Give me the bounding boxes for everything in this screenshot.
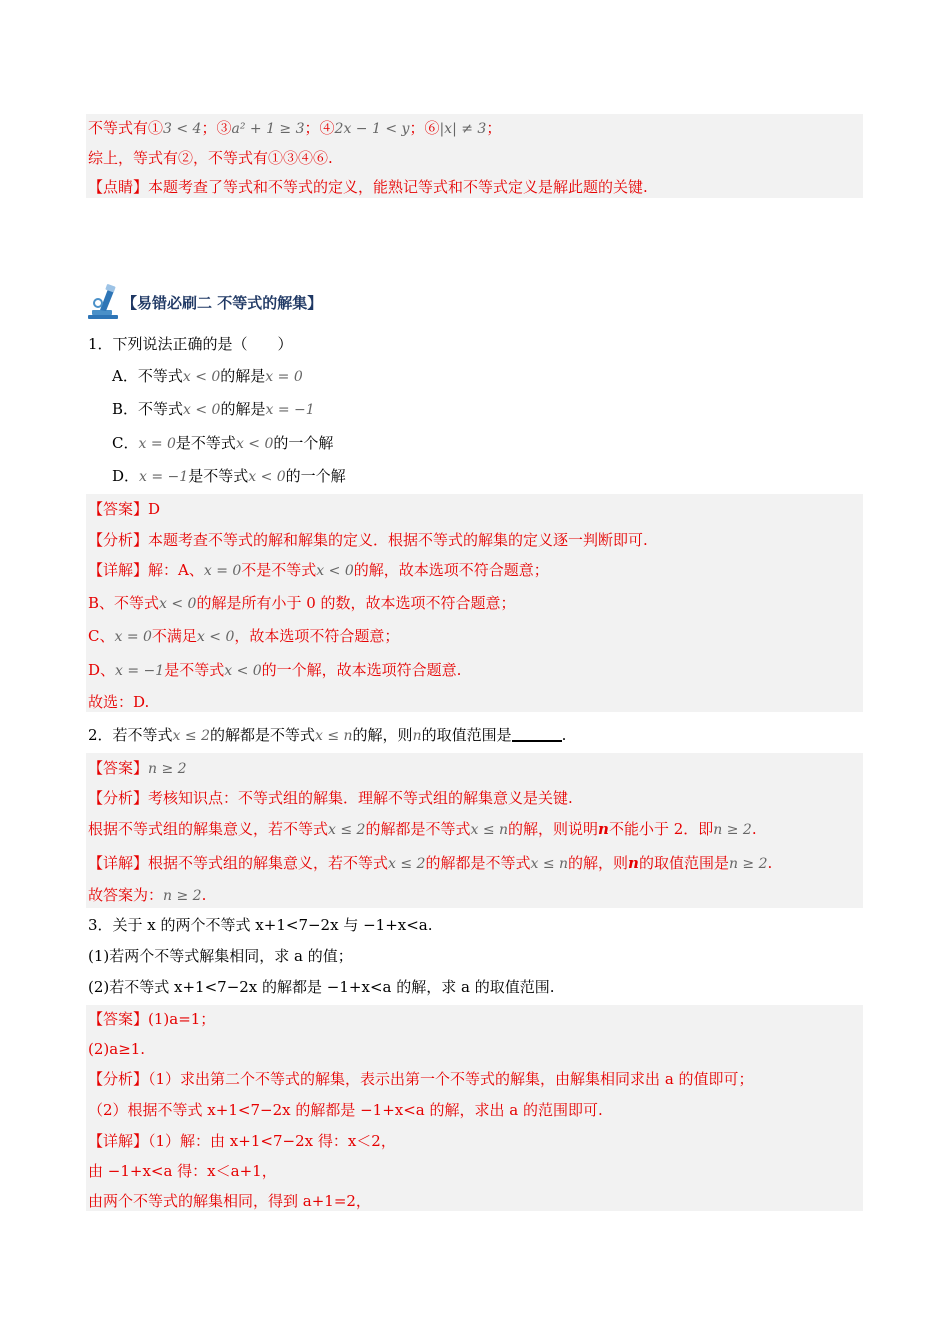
math: x ≤ 2 [328, 822, 366, 838]
text: ； [486, 119, 502, 137]
q2-analysis: 【分析】考核知识点：不等式组的解集．理解不等式组的解集意义是关键. [88, 789, 573, 807]
q2-detail [88, 852, 772, 874]
text: D． [112, 467, 140, 485]
text: 是不等式 [188, 467, 249, 485]
text: . [767, 854, 773, 872]
math: x ≤ n [470, 822, 509, 838]
math: x ≤ 2 [388, 856, 426, 872]
text: D、 [88, 661, 116, 679]
text: ；③ [201, 119, 232, 137]
text: B．不等式 [112, 400, 184, 418]
math: x < 0 [316, 563, 354, 579]
text: 不满足 [151, 627, 197, 645]
answer-blank [512, 726, 562, 742]
math: 2x − 1 < y [334, 121, 410, 137]
text: C． [112, 434, 139, 452]
math: x = 0 [114, 629, 152, 645]
text: 故答案为： [88, 886, 164, 904]
text: ；④ [304, 119, 335, 137]
text: 的解，故本选项不符合题意； [353, 561, 549, 579]
math: n [412, 728, 422, 744]
text: 【详解】解：A、 [88, 561, 204, 579]
text: 的解都是不等式 [365, 820, 471, 838]
q3-detail-1: 【详解】（1）解：由 x+1<7−2x 得：x＜2， [88, 1132, 396, 1150]
math: x = 0 [203, 563, 242, 579]
q2-stem [88, 724, 566, 746]
text: . [201, 886, 207, 904]
text: 的解是 [220, 400, 266, 418]
text: 不等式有① [88, 119, 164, 137]
q3-detail-2: 由 −1+x<a 得：x＜a+1， [88, 1162, 277, 1180]
top-line-1 [88, 117, 501, 139]
text: 【答案】 [88, 759, 149, 777]
q3-answer-1: 【答案】(1)a=1； [88, 1010, 216, 1028]
text: 2．若不等式 [88, 726, 173, 744]
top-line-2: 综上，等式有②，不等式有①③④⑥. [88, 149, 333, 167]
text: 根据不等式组的解集意义，若不等式 [88, 820, 329, 838]
math: n ≥ 2 [148, 761, 187, 777]
text: A．不等式 [112, 367, 183, 385]
math: x < 0 [196, 629, 235, 645]
math: x < 0 [224, 663, 262, 679]
q1-detail-2 [88, 592, 516, 614]
text: 不能小于 2．即 [608, 820, 714, 838]
math: x < 0 [182, 369, 221, 385]
q2-final [88, 884, 206, 906]
math: 3 < 4 [163, 121, 202, 137]
q3-analysis-2: （2）根据不等式 x+1<7−2x 的解都是 −1+x<a 的解，求出 a 的范围即可. [88, 1101, 603, 1119]
text: . [751, 820, 757, 838]
q1-option-c [112, 432, 333, 454]
math: n ≥ 2 [163, 888, 202, 904]
text: 的解都是不等式 [209, 726, 315, 744]
q1-detail-4 [88, 659, 461, 681]
text: 是不等式 [175, 434, 236, 452]
text: B、不等式 [88, 594, 160, 612]
text: C、 [88, 627, 115, 645]
text: ，故本选项不符合题意； [234, 627, 400, 645]
microscope-icon [86, 283, 122, 321]
q1-option-a [112, 365, 303, 387]
q3-part-1: (1)若两个不等式解集相同，求 a 的值； [88, 947, 353, 965]
math: a² + 1 ≥ 3 [231, 121, 305, 137]
dianjing-note: 【点睛】本题考查了等式和不等式的定义，能熟记等式和不等式定义是解此题的关键. [88, 178, 648, 196]
q2-analysis-2 [88, 818, 757, 840]
math: n [598, 820, 609, 838]
q2-answer [88, 757, 187, 779]
text: 的解是 [220, 367, 266, 385]
text: 的解，则 [352, 726, 413, 744]
math: x < 0 [159, 596, 197, 612]
math: x = −1 [265, 402, 315, 418]
math: x < 0 [235, 436, 274, 452]
math: x ≤ 2 [172, 728, 210, 744]
q3-stem: 3．关于 x 的两个不等式 x+1<7−2x 与 −1+x<a. [88, 916, 433, 934]
text: 的一个解 [273, 434, 334, 452]
math: x = −1 [139, 469, 189, 485]
math: x ≤ n [530, 856, 569, 872]
text: ；⑥ [409, 119, 440, 137]
text: 的解，则 [568, 854, 629, 872]
q3-part-2: (2)若不等式 x+1<7−2x 的解都是 −1+x<a 的解，求 a 的取值范围. [88, 978, 555, 996]
math: n ≥ 2 [713, 822, 752, 838]
q3-analysis-1: 【分析】（1）求出第二个不等式的解集，表示出第一个不等式的解集，由解集相同求出 a 的值即可； [88, 1070, 754, 1088]
q1-answer: 【答案】D [88, 500, 161, 518]
text: 的一个解，故本选项符合题意. [261, 661, 462, 679]
text: 的解是所有小于 0 的数，故本选项不符合题意； [196, 594, 516, 612]
q1-choose: 故选：D. [88, 693, 150, 711]
q1-option-d [112, 465, 346, 487]
text: 的取值范围是 [421, 726, 512, 744]
math: x < 0 [183, 402, 221, 418]
q1-stem: 1．下列说法正确的是（ ） [88, 335, 293, 353]
math: x = 0 [138, 436, 176, 452]
text: 【详解】根据不等式组的解集意义，若不等式 [88, 854, 389, 872]
text: 的解，则说明 [508, 820, 599, 838]
text: 是不等式 [164, 661, 225, 679]
q1-detail-1 [88, 559, 549, 581]
math: n [628, 854, 639, 872]
q3-answer-2: (2)a≥1. [88, 1040, 146, 1058]
text: 的解都是不等式 [425, 854, 531, 872]
math: x = 0 [265, 369, 303, 385]
math: x ≤ n [315, 728, 353, 744]
q1-option-b [112, 398, 315, 420]
text: . [561, 726, 567, 744]
math: x < 0 [248, 469, 286, 485]
text: 不是不等式 [241, 561, 317, 579]
math: x = −1 [115, 663, 165, 679]
math: n ≥ 2 [728, 856, 768, 872]
q3-detail-3: 由两个不等式的解集相同，得到 a+1=2， [88, 1192, 371, 1210]
section-title: 【易错必刷二 不等式的解集】 [122, 294, 323, 312]
text: 的取值范围是 [638, 854, 729, 872]
q1-detail-3 [88, 625, 399, 647]
math: |x| ≠ 3 [439, 121, 487, 137]
q1-analysis: 【分析】本题考查不等式的解和解集的定义．根据不等式的解集的定义逐一判断即可. [88, 531, 648, 549]
text: 的一个解 [285, 467, 346, 485]
